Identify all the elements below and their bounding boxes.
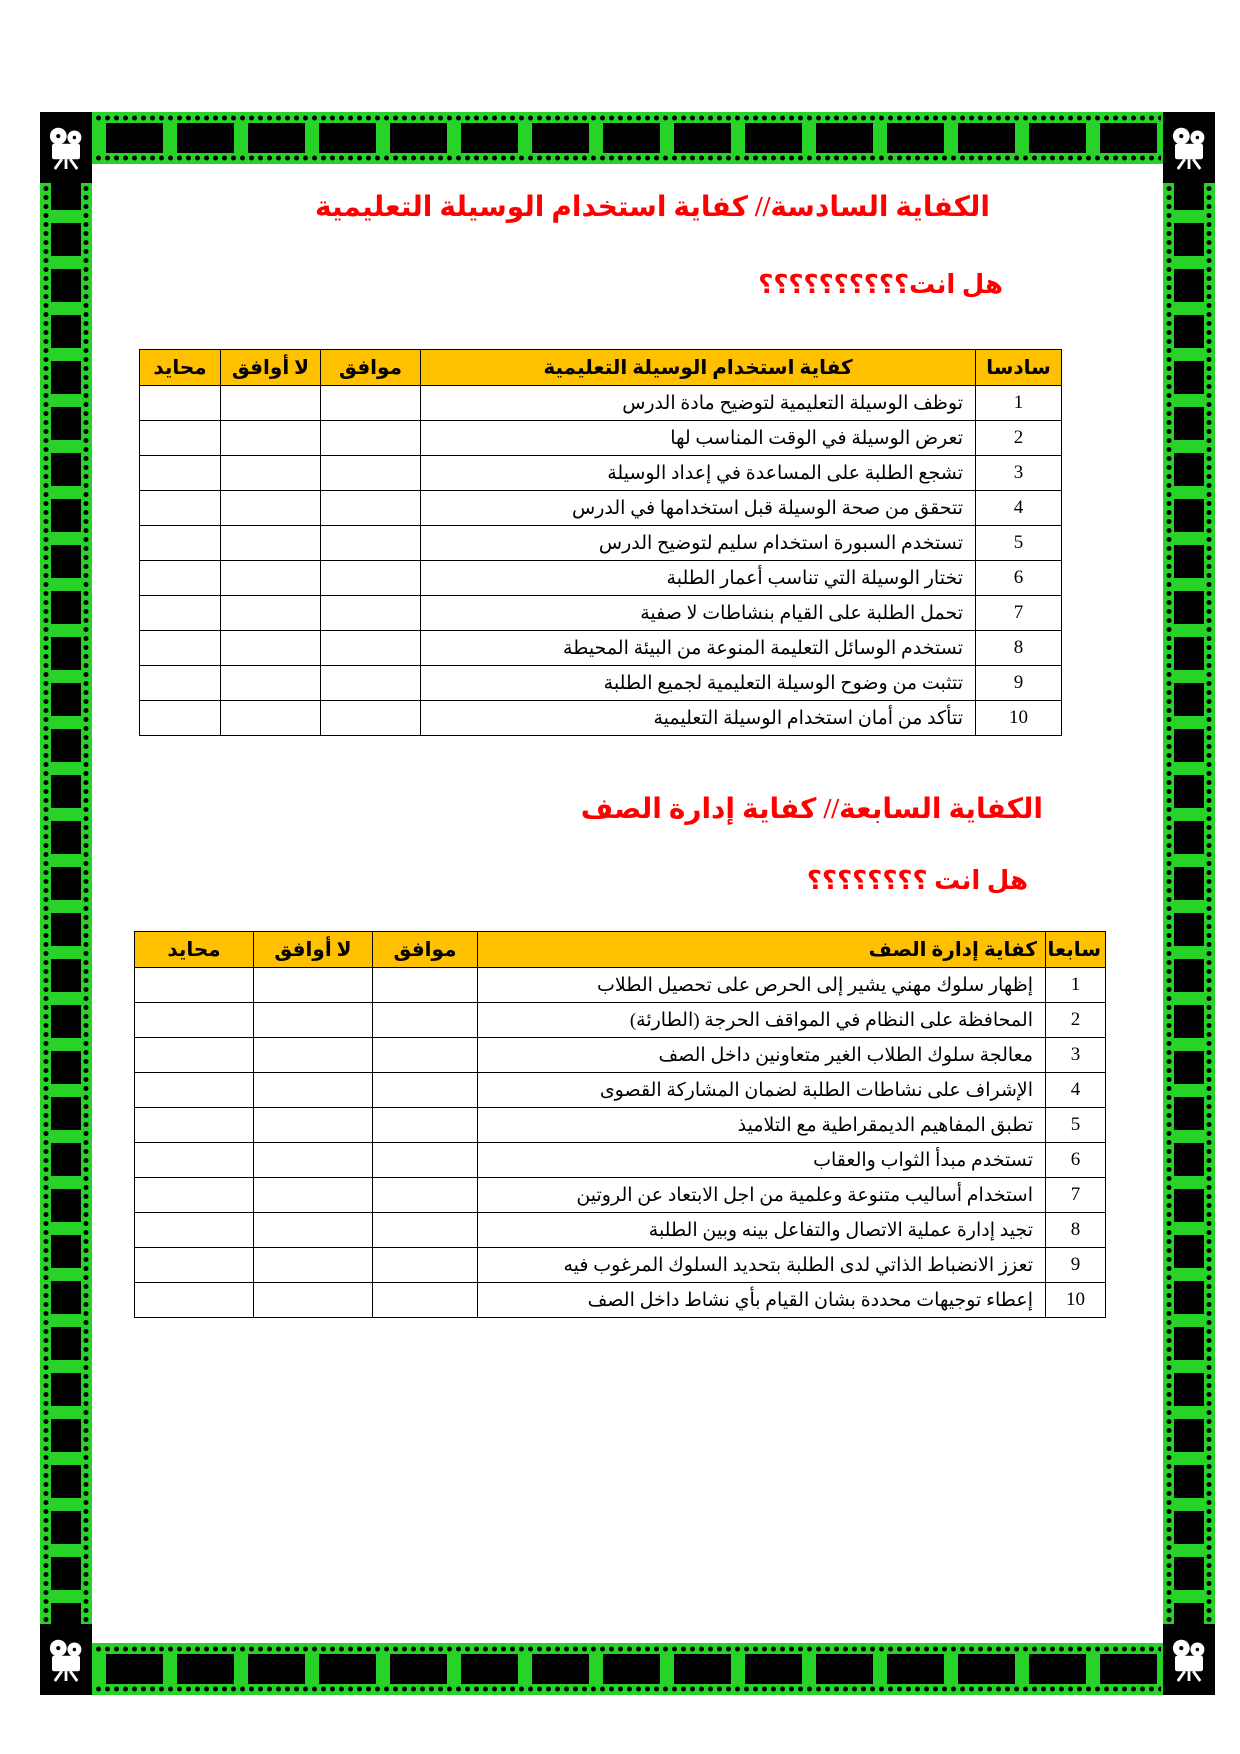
answer-cell-agree [321, 561, 421, 596]
table-row [140, 386, 1062, 421]
item-text-cell: تختار الوسيلة التي تناسب أعمار الطلبة [421, 561, 976, 596]
answer-cell-agree [373, 1073, 478, 1108]
row-number-cell: 5 [1046, 1108, 1106, 1143]
section6-table [139, 349, 1062, 736]
answer-cell-agree [321, 386, 421, 421]
answer-cell-agree [321, 701, 421, 736]
answer-cell-disagree [254, 1248, 373, 1283]
column-header: سابعا [1046, 932, 1106, 968]
section6-title: الكفاية السادسة// كفاية استخدام الوسيلة التعليمية [314, 192, 990, 223]
table-row [140, 666, 1062, 701]
row-number-cell: 9 [1046, 1248, 1106, 1283]
row-number-cell: 6 [976, 561, 1062, 596]
answer-cell-neutral [135, 1283, 254, 1318]
item-text-cell: تعزز الانضباط الذاتي لدى الطلبة بتحديد السلوك المرغوب فيه [478, 1248, 1046, 1283]
answer-cell-agree [321, 526, 421, 561]
answer-cell-neutral [140, 701, 221, 736]
answer-cell-agree [373, 968, 478, 1003]
film-frames [51, 164, 81, 1643]
answer-cell-neutral [135, 1108, 254, 1143]
item-text-cell: إظهار سلوك مهني يشير إلى الحرص على تحصيل الطلاب [478, 968, 1046, 1003]
answer-cell-agree [321, 491, 421, 526]
film-strip-top [90, 112, 1165, 164]
item-text-cell: تطبق المفاهيم الديمقراطية مع التلاميذ [478, 1108, 1046, 1143]
answer-cell-neutral [140, 631, 221, 666]
row-number-cell: 4 [976, 491, 1062, 526]
movie-camera-icon [1168, 124, 1210, 172]
table-row [140, 561, 1062, 596]
table-row [140, 456, 1062, 491]
answer-cell-agree [321, 456, 421, 491]
column-header: لا أوافق [254, 932, 373, 968]
answer-cell-disagree [221, 631, 321, 666]
answer-cell-neutral [135, 1073, 254, 1108]
item-text-cell: تجيد إدارة عملية الاتصال والتفاعل بينه وبين الطلبة [478, 1213, 1046, 1248]
answer-cell-agree [373, 1248, 478, 1283]
column-header: موافق [321, 350, 421, 386]
row-number-cell: 7 [1046, 1178, 1106, 1213]
item-text-cell: الإشراف على نشاطات الطلبة لضمان المشاركة القصوى [478, 1073, 1046, 1108]
row-number-cell: 5 [976, 526, 1062, 561]
section6-question: هل انت؟؟؟؟؟؟؟؟؟؟ [758, 270, 1003, 299]
answer-cell-disagree [221, 456, 321, 491]
answer-cell-disagree [254, 1213, 373, 1248]
answer-cell-disagree [221, 666, 321, 701]
answer-cell-neutral [135, 1248, 254, 1283]
border-corner-top-left [40, 112, 92, 183]
column-header: محايد [140, 350, 221, 386]
answer-cell-neutral [140, 456, 221, 491]
film-frames [92, 123, 1163, 153]
answer-cell-disagree [254, 1143, 373, 1178]
border-corner-bottom-left [40, 1624, 92, 1695]
item-text-cell: تستخدم الوسائل التعليمة المنوعة من البيئة المحيطة [421, 631, 976, 666]
answer-cell-agree [321, 596, 421, 631]
table-row [135, 1108, 1106, 1143]
item-text-cell: تشجع الطلبة على المساعدة في إعداد الوسيلة [421, 456, 976, 491]
film-strip-right [1163, 162, 1215, 1645]
section7-question: هل انت ؟؟؟؟؟؟؟؟ [806, 866, 1028, 895]
table-row [140, 701, 1062, 736]
answer-cell-disagree [254, 1038, 373, 1073]
table-row [140, 526, 1062, 561]
section7-table [134, 931, 1106, 1318]
item-text-cell: معالجة سلوك الطلاب الغير متعاونين داخل الصف [478, 1038, 1046, 1073]
row-number-cell: 10 [1046, 1283, 1106, 1318]
answer-cell-disagree [221, 386, 321, 421]
table-row [135, 1143, 1106, 1178]
item-text-cell: تستخدم مبدأ الثواب والعقاب [478, 1143, 1046, 1178]
answer-cell-neutral [135, 1003, 254, 1038]
answer-cell-disagree [221, 561, 321, 596]
answer-cell-neutral [140, 561, 221, 596]
answer-cell-agree [321, 666, 421, 701]
answer-cell-neutral [135, 1213, 254, 1248]
answer-cell-neutral [140, 596, 221, 631]
answer-cell-disagree [254, 1283, 373, 1318]
answer-cell-neutral [140, 526, 221, 561]
item-text-cell: المحافظة على النظام في المواقف الحرجة (الطارئة) [478, 1003, 1046, 1038]
answer-cell-neutral [140, 666, 221, 701]
answer-cell-disagree [254, 1108, 373, 1143]
table-row [135, 1213, 1106, 1248]
row-number-cell: 3 [1046, 1038, 1106, 1073]
table-row [140, 421, 1062, 456]
answer-cell-agree [373, 1283, 478, 1318]
answer-cell-agree [373, 1108, 478, 1143]
item-text-cell: توظف الوسيلة التعليمية لتوضيح مادة الدرس [421, 386, 976, 421]
column-header: كفاية استخدام الوسيلة التعليمية [421, 350, 976, 386]
answer-cell-neutral [135, 1178, 254, 1213]
row-number-cell: 9 [976, 666, 1062, 701]
film-frames [1174, 164, 1204, 1643]
answer-cell-agree [373, 1213, 478, 1248]
film-strip-bottom [90, 1643, 1165, 1695]
answer-cell-neutral [140, 491, 221, 526]
column-header: موافق [373, 932, 478, 968]
movie-camera-icon [1168, 1636, 1210, 1684]
answer-cell-neutral [135, 968, 254, 1003]
answer-cell-disagree [254, 1003, 373, 1038]
answer-cell-disagree [254, 968, 373, 1003]
answer-cell-disagree [254, 1178, 373, 1213]
answer-cell-disagree [221, 596, 321, 631]
answer-cell-agree [373, 1178, 478, 1213]
answer-cell-agree [373, 1143, 478, 1178]
film-strip-left [40, 162, 92, 1645]
column-header: سادسا [976, 350, 1062, 386]
table-row [135, 1248, 1106, 1283]
row-number-cell: 4 [1046, 1073, 1106, 1108]
table-row [135, 1178, 1106, 1213]
item-text-cell: إعطاء توجيهات محددة بشان القيام بأي نشاط داخل الصف [478, 1283, 1046, 1318]
row-number-cell: 1 [976, 386, 1062, 421]
row-number-cell: 1 [1046, 968, 1106, 1003]
movie-camera-icon [45, 1636, 87, 1684]
border-corner-bottom-right [1163, 1624, 1215, 1695]
row-number-cell: 8 [976, 631, 1062, 666]
table-row [140, 596, 1062, 631]
row-number-cell: 3 [976, 456, 1062, 491]
answer-cell-agree [321, 631, 421, 666]
film-frames [92, 1654, 1163, 1684]
column-header: لا أوافق [221, 350, 321, 386]
item-text-cell: تتحقق من صحة الوسيلة قبل استخدامها في الدرس [421, 491, 976, 526]
row-number-cell: 2 [1046, 1003, 1106, 1038]
table-row [135, 968, 1106, 1003]
answer-cell-disagree [221, 421, 321, 456]
answer-cell-neutral [140, 386, 221, 421]
answer-cell-disagree [221, 701, 321, 736]
answer-cell-agree [373, 1038, 478, 1073]
row-number-cell: 2 [976, 421, 1062, 456]
table-row [135, 1038, 1106, 1073]
row-number-cell: 10 [976, 701, 1062, 736]
answer-cell-disagree [221, 491, 321, 526]
column-header: محايد [135, 932, 254, 968]
movie-camera-icon [45, 124, 87, 172]
row-number-cell: 6 [1046, 1143, 1106, 1178]
border-corner-top-right [1163, 112, 1215, 183]
table-row [135, 1283, 1106, 1318]
answer-cell-disagree [254, 1073, 373, 1108]
item-text-cell: استخدام أساليب متنوعة وعلمية من اجل الابتعاد عن الروتين [478, 1178, 1046, 1213]
row-number-cell: 7 [976, 596, 1062, 631]
table-row [140, 631, 1062, 666]
table-row [135, 1003, 1106, 1038]
row-number-cell: 8 [1046, 1213, 1106, 1248]
table-row [140, 491, 1062, 526]
answer-cell-neutral [140, 421, 221, 456]
item-text-cell: تعرض الوسيلة في الوقت المناسب لها [421, 421, 976, 456]
column-header: كفاية إدارة الصف [478, 932, 1046, 968]
section7-title: الكفاية السابعة// كفاية إدارة الصف [580, 794, 1043, 825]
table-row [135, 1073, 1106, 1108]
answer-cell-agree [321, 421, 421, 456]
item-text-cell: تتأكد من أمان استخدام الوسيلة التعليمية [421, 701, 976, 736]
item-text-cell: تستخدم السبورة استخدام سليم لتوضيح الدرس [421, 526, 976, 561]
item-text-cell: تحمل الطلبة على القيام بنشاطات لا صفية [421, 596, 976, 631]
item-text-cell: تتثبت من وضوح الوسيلة التعليمية لجميع الطلبة [421, 666, 976, 701]
answer-cell-neutral [135, 1143, 254, 1178]
answer-cell-disagree [221, 526, 321, 561]
answer-cell-neutral [135, 1038, 254, 1073]
answer-cell-agree [373, 1003, 478, 1038]
